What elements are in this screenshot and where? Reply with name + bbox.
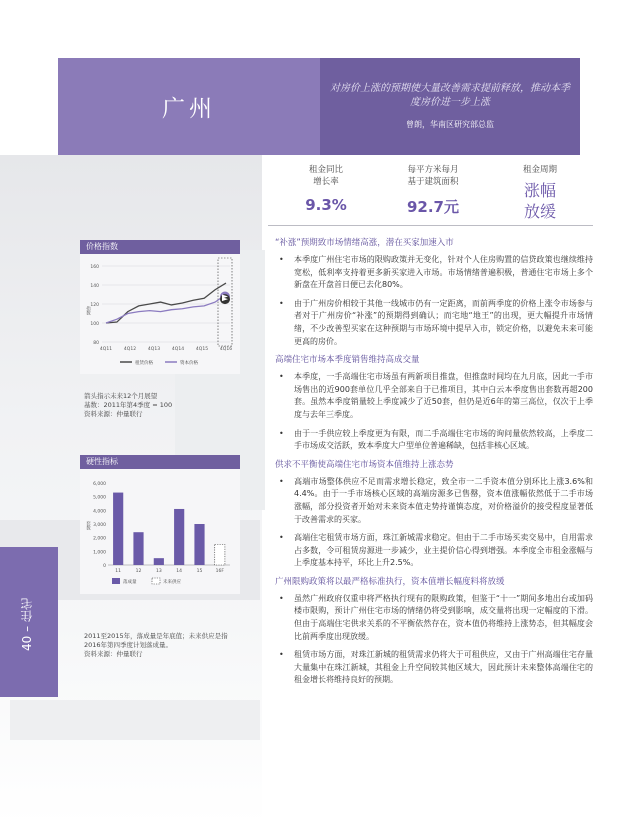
bullet-paragraph: • 虽然广州政府仅重申将严格执行现有的限购政策，但鉴于“十一”期间多地出台或加码楼市限购，预计广州住宅市场的情绪仍将受到影响，成交量将出现一定幅度的下滑。但由于高端住宅供求关系的不平衡依然存在，资本值仍将维持上涨势态，但其幅度会比前两季度出现放缓。 bbox=[275, 593, 593, 643]
x-tick-label: 15 bbox=[196, 569, 203, 574]
x-tick-label: 16F bbox=[215, 569, 224, 574]
series-line-1 bbox=[106, 283, 226, 323]
section bbox=[275, 237, 593, 348]
section-heading: 高端住宅市场本季度销售维持高成交量 bbox=[275, 355, 420, 366]
page-title: 广州 bbox=[162, 96, 216, 122]
supply-panel bbox=[80, 455, 240, 594]
kpi-rent-per-sqm bbox=[388, 164, 478, 217]
kpi-label: 租金周期 bbox=[522, 165, 557, 175]
y-tick-label: 1,000 bbox=[93, 550, 106, 556]
kpi-divider bbox=[268, 225, 593, 226]
page-tagline: 对房价上涨的预期使大量改善需求提前释放，推动本季度房价进一步上涨 bbox=[330, 83, 570, 108]
header-tagline-block bbox=[320, 58, 580, 155]
y-axis-label: 指数 bbox=[85, 306, 91, 315]
bullet-paragraph: • 高端市场整体供应不足而需求增长稳定，致全市一二手资本值分别环比上涨3.6%和4.4%。由于一手市场核心区域的高端房源多已售罄，资本值涨幅依然低于二手市场涨幅，部分投资者开始对未来资本值走势持谨慎态度，对价格溢价的接受程度显著低于改善需求的买家。 bbox=[275, 476, 593, 526]
header-title-block bbox=[58, 58, 320, 155]
section-heading: 广州限购政策将以最严格标准执行，资本值增长幅度料将放缓 bbox=[275, 576, 505, 587]
y-tick-label: 80 bbox=[93, 341, 99, 346]
article-body bbox=[275, 237, 593, 693]
x-tick-label: 4Q11 bbox=[99, 347, 113, 352]
x-tick-label: 14 bbox=[176, 569, 183, 574]
section bbox=[275, 576, 593, 687]
section bbox=[275, 354, 593, 453]
panel-body bbox=[80, 469, 240, 594]
author-line: 曾朗，华南区研究部总监 bbox=[406, 120, 494, 129]
section bbox=[275, 459, 593, 570]
panel-body bbox=[80, 254, 240, 374]
bar bbox=[174, 509, 184, 565]
panel-title: 硬性指标 bbox=[80, 455, 240, 469]
x-tick-label: 13 bbox=[155, 569, 162, 574]
y-tick-label: 0 bbox=[103, 564, 106, 569]
supply-chart bbox=[80, 469, 240, 594]
series-line-2 bbox=[106, 295, 226, 324]
y-tick-label: 160 bbox=[90, 265, 99, 270]
y-tick-label: 2,000 bbox=[93, 536, 106, 542]
kpi-rent-cycle bbox=[495, 164, 585, 222]
kpi-label: 每平方米每月 基于建筑面积 bbox=[407, 165, 459, 187]
bar bbox=[133, 532, 143, 565]
price-index-chart bbox=[80, 254, 240, 374]
legend-label: 未来供应 bbox=[163, 580, 181, 585]
bullet-paragraph: • 本季度，一手高端住宅市场虽有两新项目推盘，但推盘时间均在九月底，因此一手市场售出的近900套单位几乎全部来自于已推项目，其中白云本季度售出套数再超200套。虽然本季度销量较上季度减少了近50套，但仍是近6年的第三高位，仅次于上季度与去年三季度。 bbox=[275, 371, 593, 421]
y-tick-label: 100 bbox=[90, 322, 99, 327]
section-heading: “补涨”预期致市场情绪高涨，潜在买家加速入市 bbox=[275, 238, 454, 248]
panel-title: 价格指数 bbox=[80, 240, 240, 254]
x-tick-label: 4Q12 bbox=[123, 347, 137, 352]
bullet-paragraph: • 本季度广州住宅市场的限购政策并无变化，针对个人住房购置的信贷政策也继续维持宽松，低利率支持着更多新买家进入市场。市场情绪普遍积极，普通住宅市场上多个新盘在开盘首日便已去化80%。 bbox=[275, 254, 593, 292]
y-tick-label: 120 bbox=[90, 303, 99, 308]
y-tick-label: 140 bbox=[90, 284, 99, 289]
legend-label: 资本价格 bbox=[180, 361, 198, 366]
legend-swatch bbox=[152, 578, 160, 584]
y-tick-label: 5,000 bbox=[93, 495, 106, 501]
x-tick-label: 4Q15 bbox=[195, 347, 209, 352]
x-tick-label: 4Q13 bbox=[147, 347, 161, 352]
y-tick-label: 6,000 bbox=[93, 482, 106, 487]
bullet-paragraph: • 高端住宅租赁市场方面，珠江新城需求稳定。但由于二手市场买卖交易中，自用需求占多数，令可租赁房源进一步减少，业主提价信心得到增强。本季度全市租金涨幅与上季度基本持平，环比上升2.5%。 bbox=[275, 532, 593, 570]
y-axis-label: 套数 bbox=[85, 521, 91, 530]
x-tick-label: 12 bbox=[135, 569, 142, 574]
kpi-value: 9.3% bbox=[305, 196, 347, 214]
x-tick-label: 4Q16 bbox=[219, 347, 233, 352]
page-number-label: 40 – 住宅 bbox=[20, 598, 34, 652]
bar bbox=[194, 524, 204, 565]
y-tick-label: 3,000 bbox=[93, 523, 106, 528]
bullet-paragraph: • 租赁市场方面，对珠江新城的租赁需求仍将大于可租供应，又由于广州高端住宅存量大量集中在珠江新城，其租金上升空间较其他区域大，因此预计未来整体高端住宅的租金增长将维持良好的预期。 bbox=[275, 649, 593, 687]
bar bbox=[113, 493, 123, 565]
background-photo-detail bbox=[10, 700, 260, 740]
kpi-rent-growth bbox=[281, 164, 371, 214]
y-tick-label: 4,000 bbox=[93, 509, 106, 515]
legend-label: 落成量 bbox=[123, 580, 137, 585]
kpi-value: 92.7元 bbox=[406, 198, 459, 216]
bullet-paragraph: • 由于广州房价相较于其他一线城市仍有一定距离，而前两季度的价格上涨令市场参与者对于广州房价“补涨”的预期得到确认；而宅地“地王”的出现，更大幅提升市场情绪，不少改善型买家在这种预期与市场环境中提早入市，锁定价格，以避免未来可能更高的房价。 bbox=[275, 298, 593, 348]
bullet-paragraph: • 由于一手供应较上季度更为有限，而二手高端住宅市场的询问量依然较高，上季度二手市场成交活跃，致本季度大户型单位普遍稀缺，包括非核心区域。 bbox=[275, 428, 593, 453]
kpi-value: 涨幅 放缓 bbox=[523, 181, 556, 221]
bar bbox=[215, 545, 225, 566]
kpi-label: 租金同比 增长率 bbox=[308, 165, 343, 187]
x-tick-label: 4Q14 bbox=[171, 347, 185, 352]
section-heading: 供求不平衡使高端住宅市场资本值维持上涨态势 bbox=[275, 459, 454, 470]
price-index-panel bbox=[80, 240, 240, 374]
legend-label: 租赁价格 bbox=[135, 361, 153, 366]
legend-swatch bbox=[112, 578, 120, 584]
x-tick-label: 11 bbox=[115, 569, 122, 574]
bar bbox=[154, 558, 164, 565]
supply-note: 2011至2015年，落成量是年底值；未来供应是指2016年第四季度计划落成量。 资料来源：仲量联行 bbox=[84, 632, 228, 658]
price-index-note: 箭头指示未来12个月展望 基数：2011年第4季度 = 100 资料来源：仲量联行 bbox=[84, 392, 173, 418]
